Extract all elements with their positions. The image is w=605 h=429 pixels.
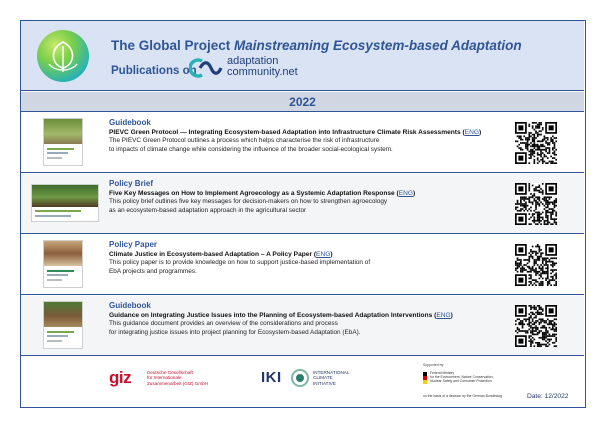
leaf-logo-icon <box>37 30 89 82</box>
publication-description: This policy brief outlines five key messages for decision-makers on how to strengthen agroecology as an ecosystem-based adaptation approach in the agricultural sector <box>109 198 388 214</box>
header <box>21 21 584 91</box>
ministry-logo: Supported by: Federal Ministry for the Environment, Nature Conservation, Nuclear Safety and Consumer Protection on the basis of a decision by the German Bundestag <box>423 363 502 398</box>
eng-link[interactable]: ENG <box>398 190 414 197</box>
publication-description: The PIEVC Green Protocol outlines a process which helps characterise the risk of infrastructure to impacts of climate change while considering the influence of the broader social-ecological system. <box>109 137 393 153</box>
header-subtitle: Publications on <box>111 65 197 77</box>
publication-cover-thumbnail[interactable] <box>43 301 83 349</box>
german-flag-icon <box>423 372 427 384</box>
date-stamp: Date: 12/2022 <box>527 393 569 400</box>
header-title: The Global Project Mainstreaming Ecosystem-based Adaptation <box>111 38 522 53</box>
qr-code-icon[interactable] <box>515 305 557 347</box>
qr-code-icon[interactable] <box>515 244 557 286</box>
eng-link[interactable]: ENG <box>316 251 331 258</box>
publication-entry <box>21 113 584 173</box>
publication-sheet <box>20 20 586 408</box>
publication-cover-thumbnail[interactable] <box>43 118 83 166</box>
publication-category: Guidebook <box>109 301 151 310</box>
adaptation-community-logo-icon[interactable] <box>189 57 223 79</box>
publication-category: Policy Brief <box>109 179 154 188</box>
publication-description: This policy paper is to provide knowledge on how to support justice-based implementation of EbA projects and programmes. <box>109 259 371 275</box>
qr-code-icon[interactable] <box>515 183 557 225</box>
publication-title: PIEVC Green Protocol — Integrating Ecosystem-based Adaptation into Infrastructure Climate Risk Assessments (ENG) <box>109 129 482 136</box>
publication-cover-thumbnail[interactable] <box>31 184 99 222</box>
publication-category: Guidebook <box>109 118 151 127</box>
year-heading: 2022 <box>21 92 584 112</box>
publication-category: Policy Paper <box>109 240 158 249</box>
platform-name-line2: community.net <box>227 66 298 78</box>
eng-link[interactable]: ENG <box>436 312 451 319</box>
adaptation-community-link[interactable] <box>227 56 298 78</box>
publication-title: Climate Justice in Ecosystem-based Adaptation – A Policy Paper (ENG) <box>109 251 333 258</box>
publication-entry <box>21 235 584 295</box>
platform-name-line1: adaptation <box>227 55 279 67</box>
publication-entry <box>21 296 584 356</box>
publication-cover-thumbnail[interactable] <box>43 240 83 288</box>
publication-title: Five Key Messages on How to Implement Agroecology as a Systemic Adaptation Response (ENG) <box>109 190 416 197</box>
qr-code-icon[interactable] <box>515 122 557 164</box>
publication-description: This guidance document provides an overview of the considerations and process for integrating justice issues into project planning for Ecosystem-based Adaptation (EbA). <box>109 320 361 336</box>
footer: giz Deutsche Gesellschaft für Internationale Zusammenarbeit (GIZ) GmbH IKI INTERNATIONAL CLIMATE INITIATIVE Supported by: Federal Ministry for the Environment, Nature Conservation, Nuclear Safety and Consumer Protection on the basis of a decision by the German Bundestag Date: 12/2022 <box>21 357 584 407</box>
publication-entry <box>21 174 584 234</box>
publication-title: Guidance on Integrating Justice Issues into the Planning of Ecosystem-based Adaptation Interventions (ENG) <box>109 312 453 319</box>
eng-link[interactable]: ENG <box>464 129 479 136</box>
